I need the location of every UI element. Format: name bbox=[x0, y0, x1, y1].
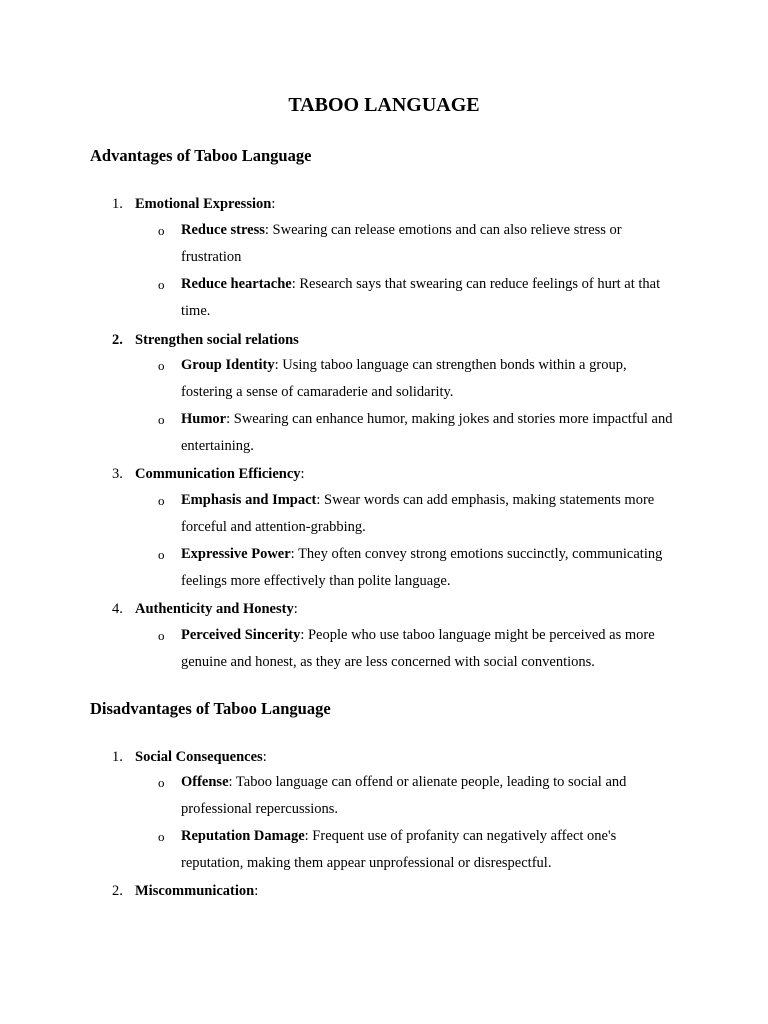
item-suffix: : bbox=[254, 883, 259, 899]
subitem-label: Expressive Power bbox=[181, 546, 291, 562]
subitem-text: : Swearing can enhance humor, making jokes and stories more impactful and entertaining. bbox=[181, 411, 673, 454]
advantage-item-1 bbox=[112, 195, 275, 213]
disadvantage-item-2 bbox=[112, 882, 258, 900]
advantages-heading: Advantages of Taboo Language bbox=[90, 146, 312, 165]
bullet-marker: o bbox=[158, 358, 165, 373]
bullet-marker: o bbox=[158, 277, 165, 292]
item-label: Emotional Expression bbox=[135, 196, 272, 212]
item-label: Strengthen social relations bbox=[135, 332, 299, 348]
subitem-label: Reduce stress bbox=[181, 222, 265, 238]
item-suffix: : bbox=[293, 601, 298, 617]
item-number: 1. bbox=[112, 749, 123, 765]
subitem-text: : Using taboo language can strengthen bonds within a group, fostering a sense of camaraderie and solidarity. bbox=[181, 357, 627, 400]
subitem-text: : They often convey strong emotions succinctly, communicating feelings more effectively than polite language. bbox=[181, 546, 663, 589]
disadvantage-item-1 bbox=[112, 748, 267, 766]
subitem-text: : Frequent use of profanity can negatively affect one's reputation, making them appear unprofessional or disrespectful. bbox=[181, 828, 617, 871]
advantage-item-2 bbox=[112, 331, 299, 349]
subitem-text: : Taboo language can offend or alienate people, leading to social and professional repercussions. bbox=[181, 774, 627, 817]
subitem-text: : Research says that swearing can reduce feelings of hurt at that time. bbox=[181, 276, 661, 319]
subitem-label: Emphasis and Impact bbox=[181, 492, 317, 508]
bullet-marker: o bbox=[158, 412, 165, 427]
item-number: 3. bbox=[112, 466, 123, 482]
bullet-marker: o bbox=[158, 775, 165, 790]
bullet-marker: o bbox=[158, 493, 165, 508]
item-suffix: : bbox=[300, 466, 305, 482]
advantage-item-3 bbox=[112, 465, 305, 483]
disadvantages-heading: Disadvantages of Taboo Language bbox=[90, 699, 331, 718]
item-label: Social Consequences bbox=[135, 749, 263, 765]
subitem-text: : Swear words can add emphasis, making statements more forceful and attention-grabbing. bbox=[181, 492, 655, 535]
bullet-marker: o bbox=[158, 628, 165, 643]
item-label: Authenticity and Honesty bbox=[135, 601, 294, 617]
bullet-marker: o bbox=[158, 829, 165, 844]
subitem-label: Humor bbox=[181, 411, 227, 427]
item-label: Communication Efficiency bbox=[135, 466, 301, 482]
advantage-item-4 bbox=[112, 600, 298, 618]
subitem-label: Perceived Sincerity bbox=[181, 627, 301, 643]
subitem-label: Group Identity bbox=[181, 357, 275, 373]
item-suffix: : bbox=[271, 196, 276, 212]
bullet-marker: o bbox=[158, 223, 165, 238]
bullet-marker: o bbox=[158, 547, 165, 562]
subitem-text: : Swearing can release emotions and can also relieve stress or frustration bbox=[181, 222, 622, 265]
item-number: 2. bbox=[112, 332, 123, 348]
subitem-label: Reputation Damage bbox=[181, 828, 305, 844]
document-title: TABOO LANGUAGE bbox=[288, 94, 480, 116]
subitem-text: : People who use taboo language might be perceived as more genuine and honest, as they are less concerned with social conventions. bbox=[181, 627, 655, 670]
item-number: 4. bbox=[112, 601, 123, 617]
item-number: 1. bbox=[112, 196, 123, 212]
item-number: 2. bbox=[112, 883, 123, 899]
subitem-label: Offense bbox=[181, 774, 229, 790]
subitem-label: Reduce heartache bbox=[181, 276, 292, 292]
item-label: Miscommunication bbox=[135, 883, 255, 899]
item-suffix: : bbox=[262, 749, 267, 765]
